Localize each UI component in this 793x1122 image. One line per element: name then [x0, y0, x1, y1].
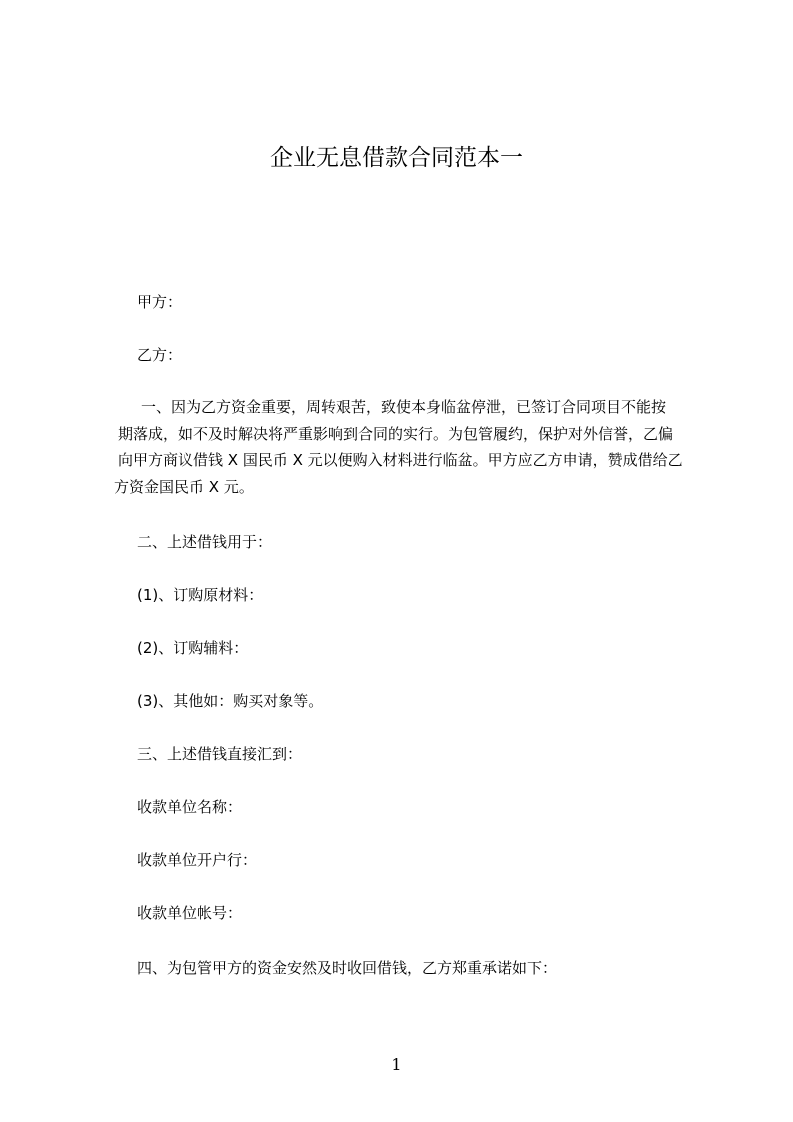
- clause-3-heading: 三、上述借钱直接汇到：: [137, 745, 303, 763]
- clause-2-item-2: (2)、订购辅料：: [137, 639, 249, 657]
- clause-4-heading: 四、为包管甲方的资金安然及时收回借钱，乙方郑重承诺如下：: [137, 959, 558, 977]
- clause-1-paragraph: [114, 394, 710, 500]
- clause-1-line: 期落成，如不及时解决将严重影响到合同的实行。为包管履约，保护对外信誉，乙偏: [118, 424, 674, 443]
- clause-1-line: 一、因为乙方资金重要，周转艰苦，致使本身临盆停泄，已签订合同项目不能按: [141, 398, 667, 416]
- clause-2-item-1: (1)、订购原材料：: [137, 586, 264, 604]
- clause-1-line: 向甲方商议借钱 X 国民币 X 元以便购入材料进行临盆。甲方应乙方申请，赞成借给乙: [118, 451, 683, 469]
- payee-name-label: 收款单位名称：: [137, 798, 243, 816]
- clause-2-heading: 二、上述借钱用于：: [137, 533, 273, 551]
- party-b-label: 乙方：: [137, 346, 183, 364]
- payee-bank-label: 收款单位开户行：: [137, 851, 258, 869]
- clause-1-line: 方资金国民币 X 元。: [114, 477, 254, 496]
- payee-account-label: 收款单位帐号：: [137, 904, 243, 922]
- page-number: 1: [391, 1055, 402, 1074]
- clause-2-item-3: (3)、其他如：购买对象等。: [137, 692, 324, 710]
- document-title: 企业无息借款合同范本一: [270, 145, 523, 171]
- party-a-label: 甲方：: [137, 293, 183, 311]
